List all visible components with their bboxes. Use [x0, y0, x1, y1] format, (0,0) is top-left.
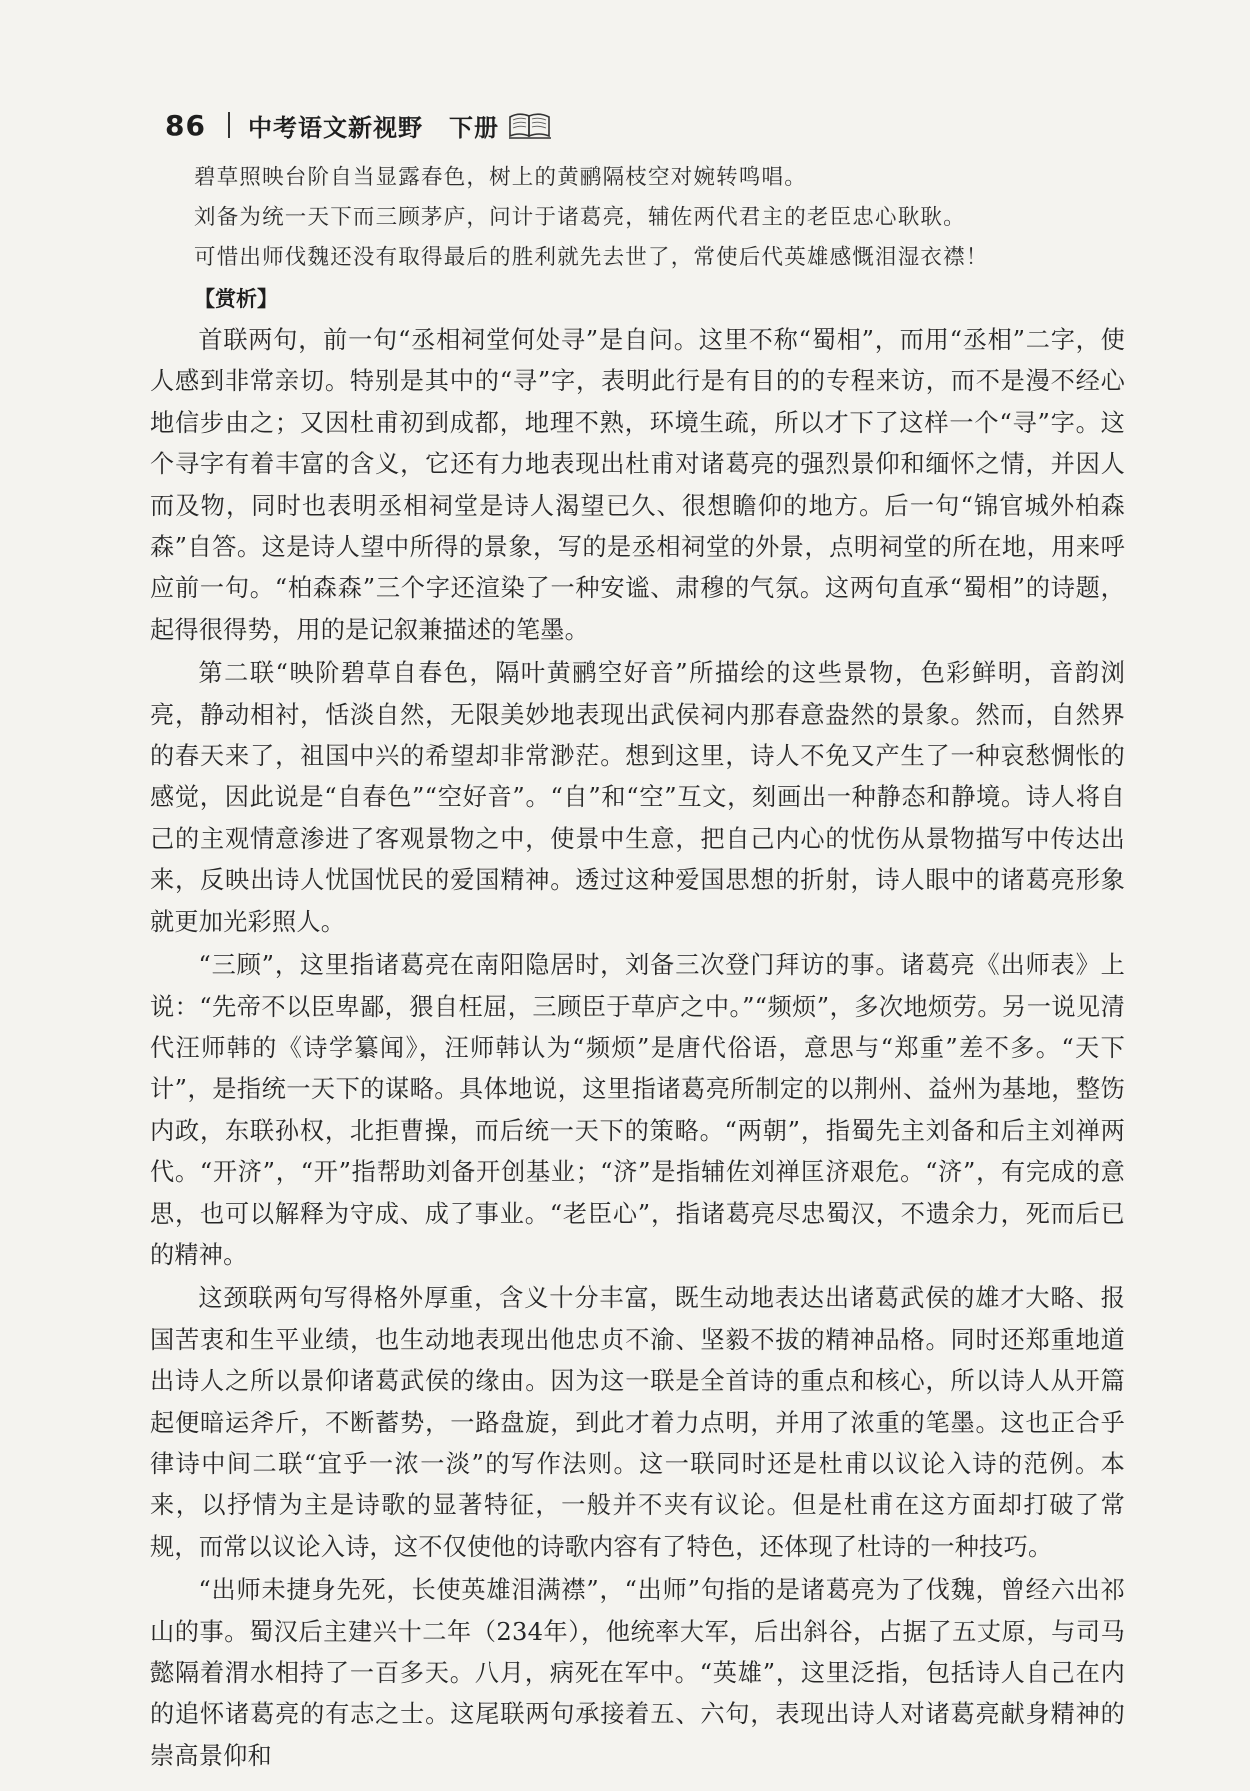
page-header [165, 105, 553, 145]
paragraph: 第二联“映阶碧草自春色，隔叶黄鹂空好音”所描绘的这些景物，色彩鲜明，音韵浏亮，静动相衬，恬淡自然，无限美妙地表现出武侯祠内那春意盎然的景象。然而，自然界的春天来了，祖国中兴的希望却非常渺茫。想到这里，诗人不免又产生了一种哀愁惆怅的感觉，因此说是“自春色”“空好音”。“自”和“空”互文，刻画出一种静态和静境。诗人将自己的主观情意渗进了客观景物之中，使景中生意，把自己内心的忧伤从景物描写中传达出来，反映出诗人忧国忧民的爱国精神。透过这种爱国思想的折射，诗人眼中的诸葛亮形象就更加光彩照人。 [150, 659, 1125, 936]
translation-line: 碧草照映台阶自当显露春色，树上的黄鹂隔枝空对婉转鸣唱。 [194, 165, 807, 190]
open-book-icon [507, 109, 553, 141]
translation-line: 刘备为统一天下而三顾茅庐，问计于诸葛亮，辅佐两代君主的老臣忠心耿耿。 [194, 205, 966, 230]
book-title: 中考语文新视野 [247, 113, 423, 142]
paragraph: 首联两句，前一句“丞相祠堂何处寻”是自问。这里不称“蜀相”，而用“丞相”二字，使人感到非常亲切。特别是其中的“寻”字，表明此行是有目的的专程来访，而不是漫不经心地信步由之；又因杜甫初到成都，地理不熟，环境生疏，所以才下了这样一个“寻”字。这个寻字有着丰富的含义，它还有力地表现出杜甫对诸葛亮的强烈景仰和缅怀之情，并因人而及物，同时也表明丞相祠堂是诗人渴望已久、很想瞻仰的地方。后一句“锦官城外柏森森”自答。这是诗人望中所得的景象，写的是丞相祠堂的外景，点明祠堂的所在地，用来呼应前一句。“柏森森”三个字还渲染了一种安谧、肃穆的气氛。这两句直承“蜀相”的诗题，起得很得势，用的是记叙兼描述的笔墨。 [150, 326, 1125, 644]
appreciation-heading: 【赏析】 [194, 287, 278, 311]
volume-label: 下册 [448, 113, 499, 142]
paragraph: “三顾”，这里指诸葛亮在南阳隐居时，刘备三次登门拜访的事。诸葛亮《出师表》上说：“先帝不以臣卑鄙，猥自枉屈，三顾臣于草庐之中。”“频烦”，多次地烦劳。另一说见清代汪师韩的《诗学纂闻》，汪师韩认为“频烦”是唐代俗语，意思与“郑重”差不多。“天下计”，是指统一天下的谋略。具体地说，这里指诸葛亮所制定的以荆州、益州为基地，整饬内政，东联孙权，北拒曹操，而后统一天下的策略。“两朝”，指蜀先主刘备和后主刘禅两代。“开济”，“开”指帮助刘备开创基业；“济”是指辅佐刘禅匡济艰危。“济”，有完成的意思，也可以解释为守成、成了事业。“老臣心”，指诸葛亮尽忠蜀汉，不遗余力，死而后已的精神。 [150, 951, 1125, 1269]
paragraph: 这颈联两句写得格外厚重，含义十分丰富，既生动地表达出诸葛武侯的雄才大略、报国苦衷和生平业绩，也生动地表现出他忠贞不渝、坚毅不拔的精神品格。同时还郑重地道出诗人之所以景仰诸葛武侯的缘由。因为这一联是全首诗的重点和核心，所以诗人从开篇起便暗运斧斤，不断蓄势，一路盘旋，到此才着力点明，并用了浓重的笔墨。这也正合乎律诗中间二联“宜乎一浓一淡”的写作法则。这一联同时还是杜甫以议论入诗的范例。本来，以抒情为主是诗歌的显著特征，一般并不夹有议论。但是杜甫在这方面却打破了常规，而常以议论入诗，这不仅使他的诗歌内容有了特色，还体现了杜诗的一种技巧。 [150, 1284, 1125, 1561]
page-content [150, 158, 1125, 1779]
translation-line: 可惜出师伐魏还没有取得最后的胜利就先去世了，常使后代英雄感慨泪湿衣襟！ [194, 245, 989, 270]
header-divider [228, 112, 230, 138]
paragraph: “出师未捷身先死，长使英雄泪满襟”，“出师”句指的是诸葛亮为了伐魏，曾经六出祁山的事。蜀汉后主建兴十二年（234年），他统率大军，后出斜谷，占据了五丈原，与司马懿隔着渭水相持了一百多天。八月，病死在军中。“英雄”，这里泛指，包括诗人自己在内的追怀诸葛亮的有志之士。这尾联两句承接着五、六句，表现出诗人对诸葛亮献身精神的崇高景仰和 [150, 1576, 1125, 1770]
page-number: 86 [165, 108, 206, 142]
